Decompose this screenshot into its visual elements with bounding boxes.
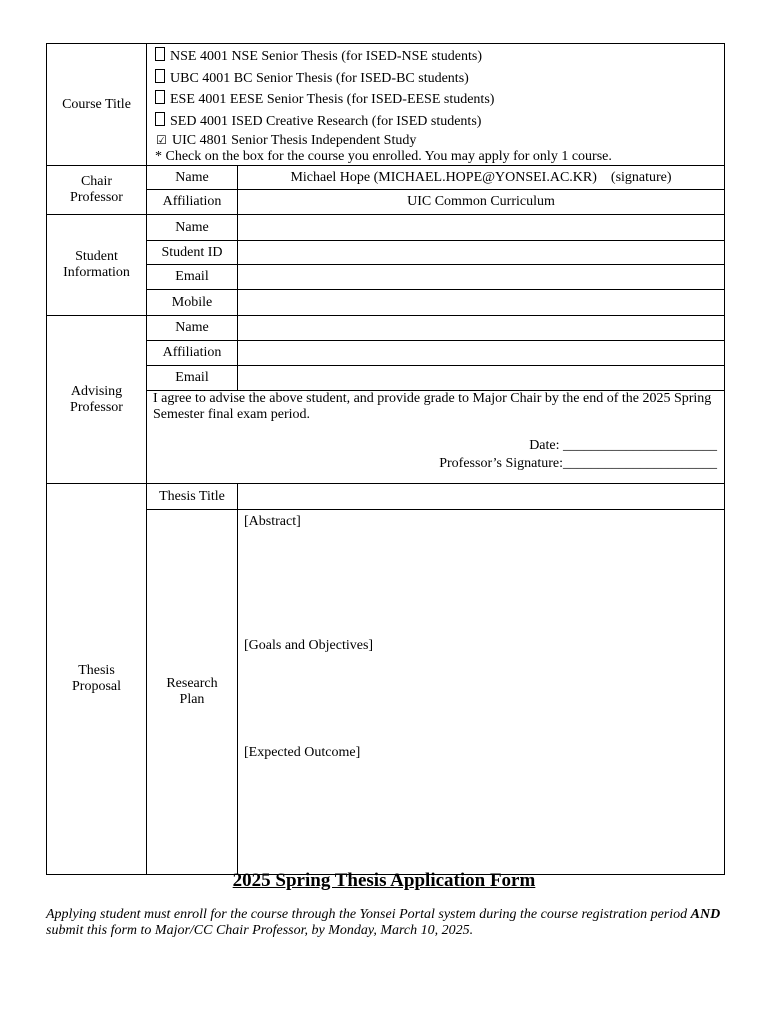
- submission-instructions: [46, 907, 726, 939]
- thesis-title-row: [47, 484, 725, 510]
- course-option-label: UBC 4001 BC Senior Thesis (for ISED-BC students): [170, 70, 469, 86]
- signature-block: [153, 437, 718, 473]
- student-mobile-label: Mobile: [147, 290, 238, 316]
- checkbox-checked-icon[interactable]: ☑: [156, 133, 167, 147]
- application-form-table: [46, 43, 725, 875]
- advisor-agreement: [147, 391, 725, 484]
- checkbox-empty-icon[interactable]: [155, 112, 165, 126]
- advisor-affiliation-label: Affiliation: [147, 341, 238, 366]
- advisor-email-label: Email: [147, 366, 238, 391]
- course-option[interactable]: [155, 111, 716, 133]
- page-title: 2025 Spring Thesis Application Form: [232, 870, 536, 891]
- course-option-label: ESE 4001 EESE Senior Thesis (for ISED-EESE students): [170, 92, 495, 107]
- advisor-name-row: [47, 316, 725, 341]
- student-information-label: [47, 215, 147, 316]
- research-plan-label: [147, 510, 238, 875]
- course-title-row: [47, 44, 725, 166]
- advisor-name-label: Name: [147, 316, 238, 341]
- proposal-label-line: Thesis: [78, 663, 115, 678]
- thesis-proposal-label: [47, 484, 147, 875]
- goals-heading: [Goals and Objectives]: [244, 638, 374, 653]
- chair-professor-label: [47, 166, 147, 215]
- student-mobile-field[interactable]: [238, 290, 725, 316]
- proposal-label-line: Proposal: [72, 679, 121, 694]
- checkbox-empty-icon[interactable]: [155, 47, 165, 61]
- advising-professor-label: [47, 316, 147, 484]
- plan-label-line: Research: [166, 676, 218, 691]
- professor-signature-line[interactable]: Professor’s Signature:______________________: [439, 456, 718, 471]
- student-name-label: Name: [147, 215, 238, 241]
- chair-name-row: [47, 166, 725, 190]
- student-email-row: [47, 265, 725, 290]
- chair-label-line: Professor: [70, 190, 123, 205]
- advisor-email-row: [47, 366, 725, 391]
- research-plan-field[interactable]: [238, 510, 725, 875]
- course-note: * Check on the box for the course you enrolled. You may apply for only 1 course.: [155, 149, 612, 164]
- course-option-label: NSE 4001 NSE Senior Thesis (for ISED-NSE students): [170, 49, 483, 64]
- student-label-line: Information: [63, 265, 130, 280]
- advisor-label-line: Advising: [70, 383, 123, 399]
- course-title-label: Course Title: [47, 44, 147, 166]
- instructions-part-2: submit this form to Major/CC Chair Professor, by Monday, March 10, 2025.: [46, 923, 474, 938]
- course-option-label: UIC 4801 Senior Thesis Independent Study: [172, 133, 417, 148]
- course-option[interactable]: [155, 46, 716, 68]
- student-name-row: [47, 215, 725, 241]
- course-option[interactable]: [155, 68, 716, 90]
- student-id-label: Student ID: [147, 241, 238, 265]
- course-option-label: SED 4001 ISED Creative Research (for ISED students): [170, 113, 482, 129]
- advisor-email-field[interactable]: [238, 366, 725, 391]
- agreement-text: I agree to advise the above student, and provide grade to Major Chair by the end of the 2025 Spring Semester final exam period.: [153, 391, 712, 422]
- plan-label-line: Plan: [179, 692, 205, 707]
- expected-outcome-heading: [Expected Outcome]: [244, 745, 361, 760]
- chair-affiliation-label: Affiliation: [147, 190, 238, 215]
- student-email-label: Email: [147, 265, 238, 290]
- instructions-part-1: Applying student must enroll for the course through the Yonsei Portal system during the course registration period: [46, 907, 691, 922]
- student-name-field[interactable]: [238, 215, 725, 241]
- student-label-line: Student: [75, 249, 118, 264]
- student-id-field[interactable]: [238, 241, 725, 265]
- advisor-agreement-row: [47, 391, 725, 484]
- thesis-title-label: Thesis Title: [147, 484, 238, 510]
- course-option[interactable]: [155, 132, 716, 149]
- advisor-affiliation-row: [47, 341, 725, 366]
- chair-affiliation-value: UIC Common Curriculum: [238, 190, 725, 215]
- student-id-row: [47, 241, 725, 265]
- advisor-affiliation-field[interactable]: [238, 341, 725, 366]
- checkbox-empty-icon[interactable]: [155, 69, 165, 83]
- chair-name-label: Name: [147, 166, 238, 190]
- student-mobile-row: [47, 290, 725, 316]
- chair-affiliation-row: [47, 190, 725, 215]
- checkbox-empty-icon[interactable]: [155, 90, 165, 104]
- research-plan-row: [47, 510, 725, 875]
- chair-label-line: Chair: [80, 174, 113, 189]
- course-option[interactable]: [155, 89, 716, 111]
- date-line[interactable]: Date: ______________________: [529, 438, 718, 453]
- course-options: [147, 44, 725, 166]
- thesis-title-field[interactable]: [238, 484, 725, 510]
- abstract-heading: [Abstract]: [244, 514, 301, 529]
- chair-name-value: Michael Hope (MICHAEL.HOPE@YONSEI.AC.KR) (signature): [238, 166, 725, 190]
- advisor-name-field[interactable]: [238, 316, 725, 341]
- instructions-emphasis: AND: [690, 907, 721, 922]
- advisor-label-line: Professor: [70, 399, 123, 415]
- student-email-field[interactable]: [238, 265, 725, 290]
